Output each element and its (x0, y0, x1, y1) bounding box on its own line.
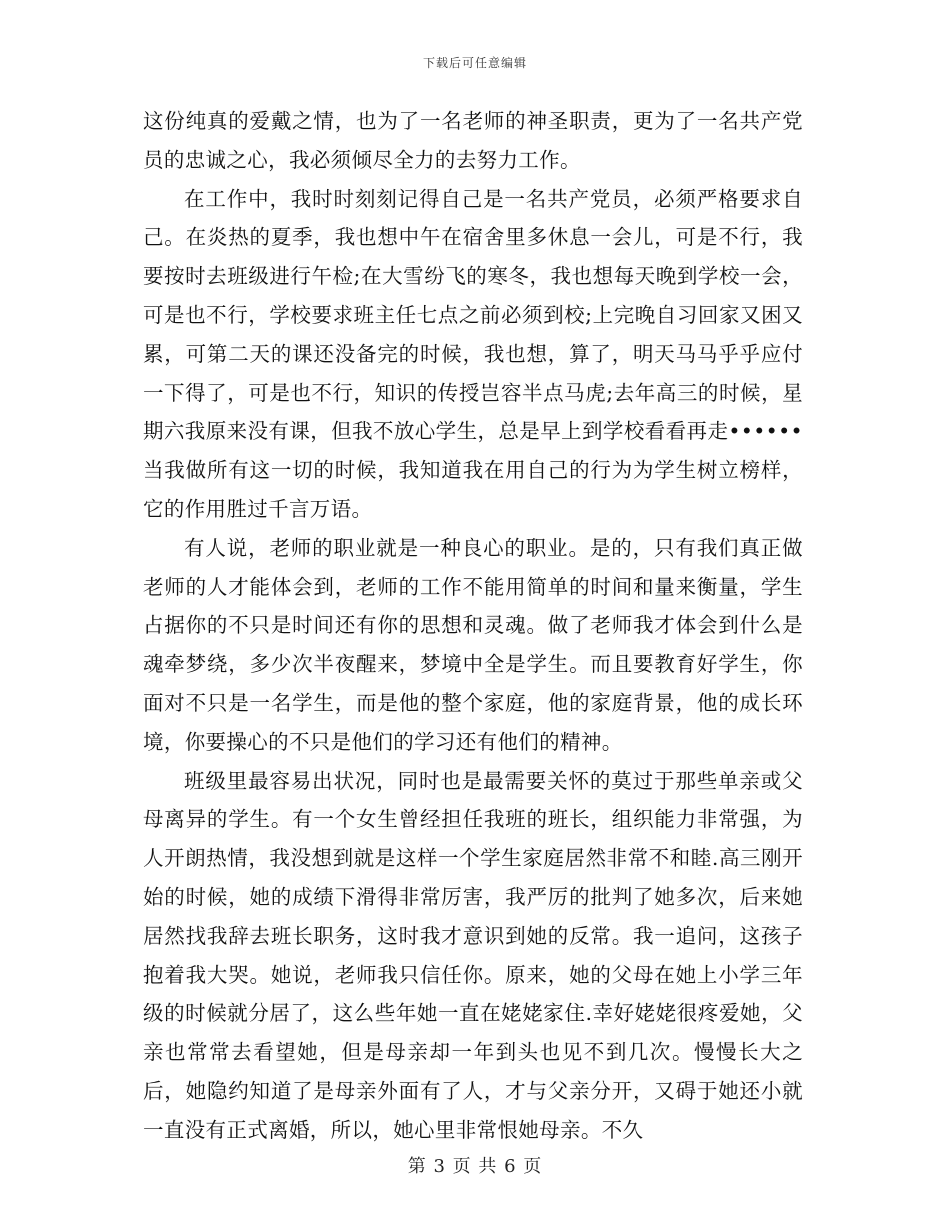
page-header: 下载后可任意编辑 (422, 56, 527, 70)
paragraph-2: 在工作中，我时时刻刻记得自己是一名共产党员，必须严格要求自己。在炎热的夏季，我也想中午在宿舍里多休息一会儿，可是不行，我要按时去班级进行午检;在大雪纷飞的寒冬，我也想每天晚到学校一会，可是也不行，学校要求班主任七点之前必须到校;上完晚自习回家又困又累，可第二天的课还没备完的时候，我也想，算了，明天马马乎乎应付一下得了，可是也不行，知识的传授岂容半点马虎;去年高三的时候，星期六我原来没有课，但我不放心学生，总是早上到学校看看再走••••••当我做所有这一切的时候，我知道我在用自己的行为为学生树立榜样，它的作用胜过千言万语。 (143, 186, 803, 521)
page-number: 第 3 页 共 6 页 (407, 1156, 543, 1177)
paragraph-1: 这份纯真的爱戴之情，也为了一名老师的神圣职责，更为了一名共产党员的忠诚之心，我必须倾尽全力的去努力工作。 (143, 109, 803, 172)
paragraph-3: 有人说，老师的职业就是一种良心的职业。是的，只有我们真正做老师的人才能体会到，老师的工作不能用简单的时间和量来衡量，学生占据你的不只是时间还有你的思想和灵魂。做了老师我才体会到什么是魂牵梦绕，多少次半夜醒来，梦境中全是学生。而且要教育好学生，你面对不只是一名学生，而是他的整个家庭，他的家庭背景，他的成长环境，你要操心的不只是他们的学习还有他们的精神。 (143, 535, 803, 754)
paragraph-4: 班级里最容易出状况，同时也是最需要关怀的莫过于那些单亲或父母离异的学生。有一个女生曾经担任我班的班长，组织能力非常强，为人开朗热情，我没想到就是这样一个学生家庭居然非常不和睦.高三刚开始的时候，她的成绩下滑得非常厉害，我严厉的批判了她多次，后来她居然找我辞去班长职务，这时我才意识到她的反常。我一追问，这孩子抱着我大哭。她说，老师我只信任你。原来，她的父母在她上小学三年级的时候就分居了，这么些年她一直在姥姥家住.幸好姥姥很疼爱她，父亲也常常去看望她，但是母亲却一年到头也见不到几次。慢慢长大之后，她隐约知道了是母亲外面有了人，才与父亲分开，又碍于她还小就一直没有正式离婚，所以，她心里非常恨她母亲。不久 (143, 768, 803, 1142)
document-body (143, 102, 803, 1150)
